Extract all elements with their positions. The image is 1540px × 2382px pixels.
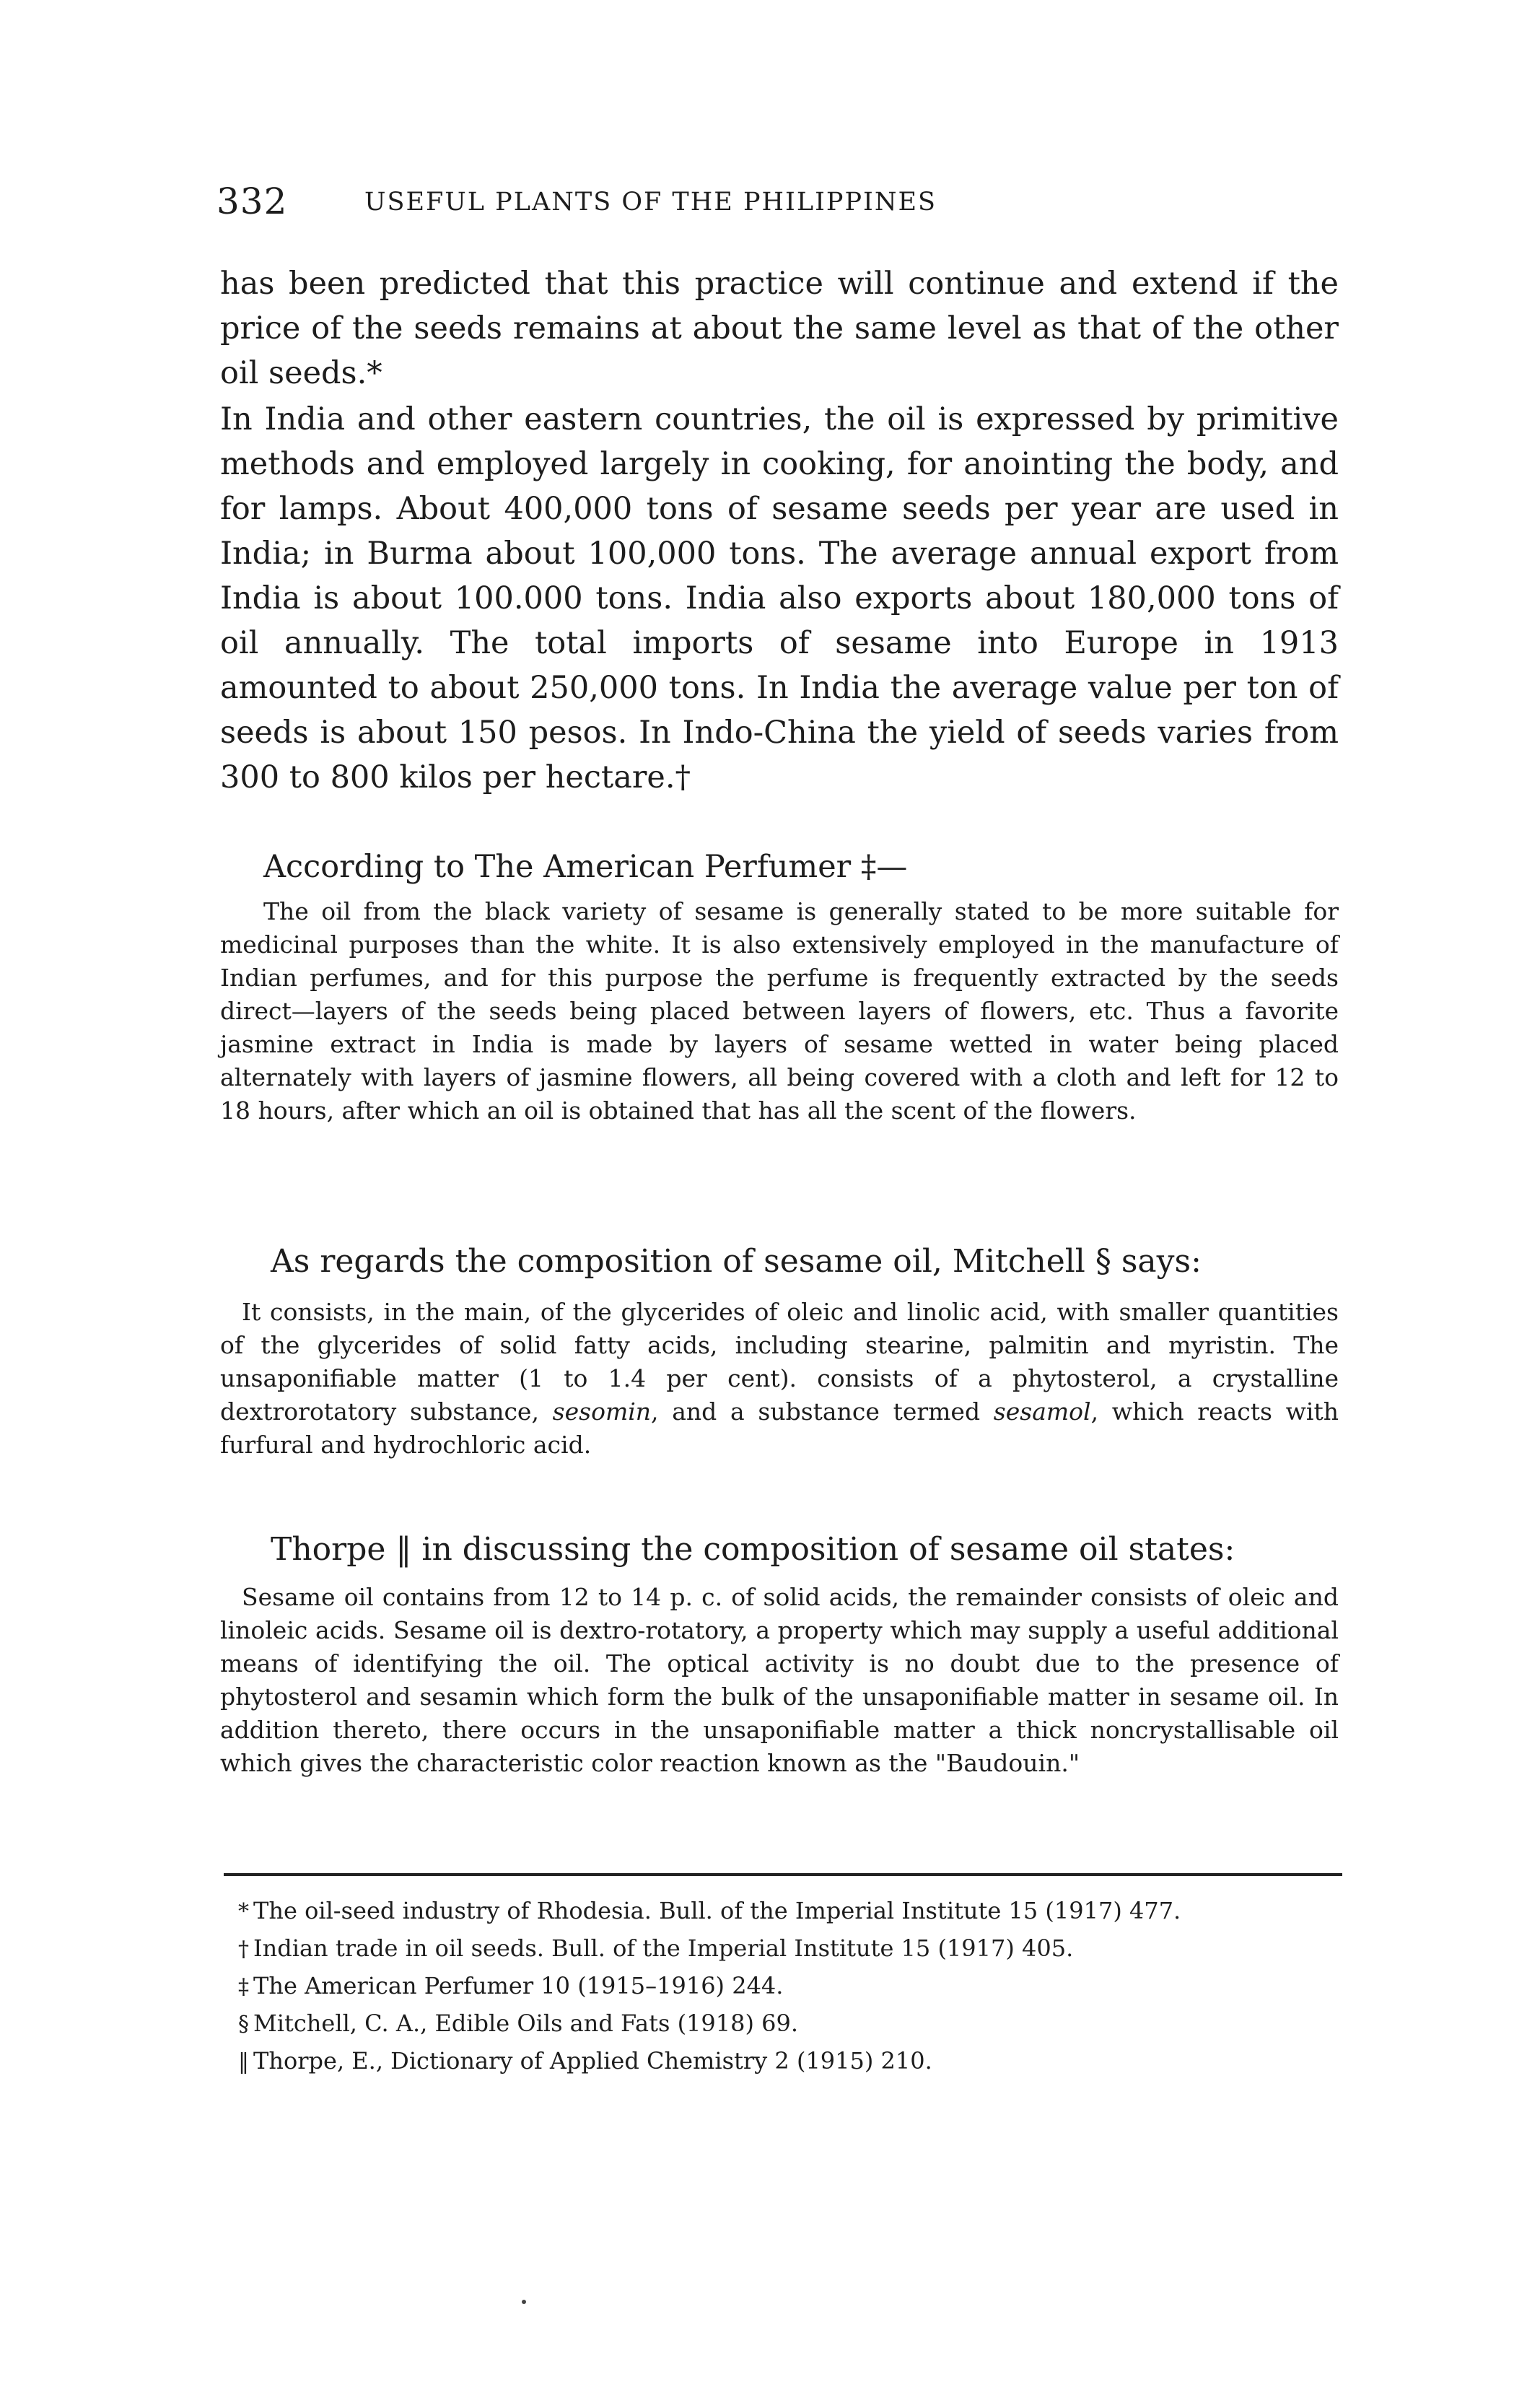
paragraph-india-production: In India and other eastern countries, the oil is expressed by primitive methods and employed largely in cooking, for anointing the body, and for lamps. About 400,000 tons of sesame seeds per year are used in India; in Burma about 100,000 tons. The average annual export from India is about 100.000 tons. India also exports about 180,000 tons of oil annually. The total imports of sesame into Europe in 1913 amounted to about 250,000 tons. In India the average value per ton of seeds is about 150 pesos. In Indo-China the yield of seeds varies from 300 to 800 kilos per hectare.†	[220, 401, 1339, 795]
quote-thorpe: Sesame oil contains from 12 to 14 p. c. of solid acids, the remainder consists of oleic and linoleic acids. Sesame oil is dextro-rotatory, a property which may supply a useful additional means of identifying the oil. The optical activity is no doubt due to the presence of phytosterol and sesamin which form the bulk of the unsaponifiable matter in sesame oil. In addition thereto, there occurs in the unsaponifiable matter a thick noncrystallisable oil which gives the characteristic color reaction known as the "Baudouin."	[220, 1583, 1339, 1777]
page-number: 332	[216, 180, 288, 222]
quote-mitchell-term-sesomin: sesomin	[552, 1397, 652, 1426]
footnote-item	[238, 2045, 1364, 2078]
footnote-mark: §	[238, 2012, 249, 2037]
footnote-text: Thorpe, E., Dictionary of Applied Chemistry 2 (1915) 210.	[253, 2047, 932, 2075]
footnote-mark: ‖	[238, 2049, 249, 2075]
quote-mitchell-text-c: , which reacts with furfural and hydrochloric acid.	[220, 1397, 1339, 1459]
footnote-text: Indian trade in oil seeds. Bull. of the Imperial Institute 15 (1917) 405.	[253, 1934, 1074, 1962]
paragraph-thorpe-intro: Thorpe ‖ in discussing the composition of sesame oil states:	[271, 1531, 1235, 1568]
footnote-item	[238, 1970, 1364, 2003]
footnote-text: The oil-seed industry of Rhodesia. Bull. of the Imperial Institute 15 (1917) 477.	[253, 1897, 1181, 1924]
footnote-mark: ‡	[238, 1974, 249, 1999]
running-title: USEFUL PLANTS OF THE PHILIPPINES	[364, 188, 937, 217]
footnote-item	[238, 1932, 1364, 1966]
footnote-text: Mitchell, C. A., Edible Oils and Fats (1918) 69.	[253, 2010, 799, 2037]
quote-mitchell-text-b: , and a substance termed	[651, 1397, 994, 1426]
paragraph-mitchell-intro: As regards the composition of sesame oil, Mitchell § says:	[271, 1243, 1202, 1280]
quote-mitchell-term-sesamol: sesamol	[993, 1397, 1091, 1426]
footnotes	[238, 1895, 1364, 2082]
footnote-mark: *	[238, 1899, 249, 1924]
paragraph-perfumer-intro: According to The American Perfumer ‡—	[263, 849, 908, 885]
page-header	[216, 180, 1371, 231]
quote-mitchell-text-a: It consists, in the main, of the glycerides of oleic and linolic acid, with smaller quantities of the glycerides of solid fatty acids, including stearine, palmitin and myristin. The unsaponifiable matter (1 to 1.4 per cent). consists of a phytosterol, a crystalline dextrorotatory substance,	[220, 1298, 1339, 1426]
quote-mitchell	[220, 1296, 1339, 1462]
paragraph-continuation: has been predicted that this practice will continue and extend if the price of the seeds remains at about the same level as that of the other oil seeds.*	[220, 266, 1339, 391]
footnote-text: The American Perfumer 10 (1915–1916) 244.	[253, 1972, 784, 1999]
footnote-divider	[224, 1873, 1342, 1876]
bottom-ink-dot	[522, 2300, 526, 2304]
footnote-mark: †	[238, 1937, 249, 1962]
quote-american-perfumer: The oil from the black variety of sesame is generally stated to be more suitable for medicinal purposes than the white. It is also extensively employed in the manufacture of Indian perfumes, and for this purpose the perfume is frequently extracted by the seeds direct—layers of the seeds being placed between layers of flowers, etc. Thus a favorite jasmine extract in India is made by layers of sesame wetted in water being placed alternately with layers of jasmine flowers, all being covered with a cloth and left for 12 to 18 hours, after which an oil is obtained that has all the scent of the flowers.	[220, 897, 1339, 1125]
footnote-item	[238, 1895, 1364, 1928]
footnote-item	[238, 2007, 1364, 2041]
